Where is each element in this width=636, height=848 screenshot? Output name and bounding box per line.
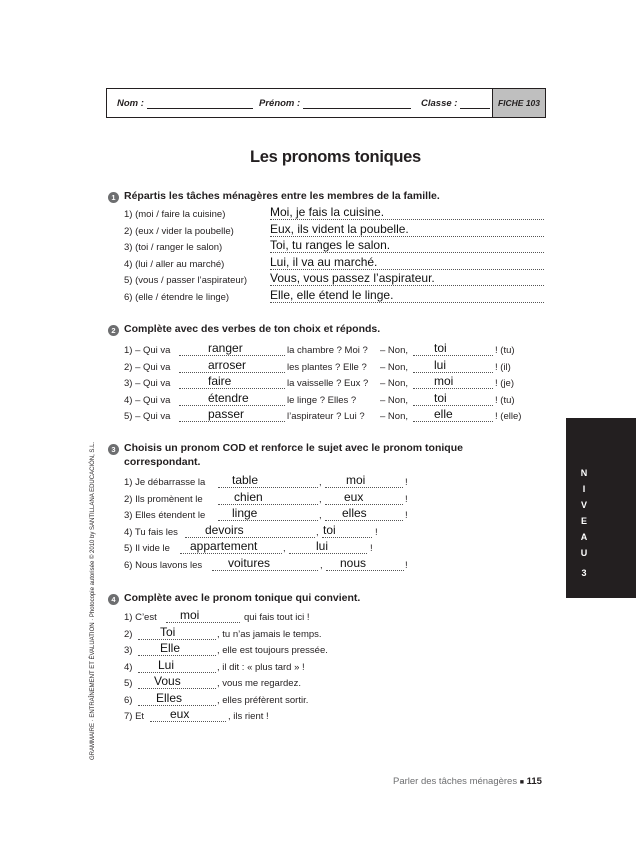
exercise-3-tonic-blank[interactable] [289, 553, 367, 554]
exercise-2-hint: ! (tu) [495, 394, 515, 406]
exercise-3-exclamation: ! [405, 477, 408, 488]
exercise-1-prompt: 2) (eux / vider la poubelle) [124, 225, 234, 237]
exercise-2-instruction: Complète avec des verbes de ton choix et réponds. [124, 323, 381, 335]
exercise-2-reply-start: – Non, [380, 345, 408, 356]
exercise-4-blank[interactable] [138, 688, 216, 689]
exercise-3-comma: , [283, 543, 286, 554]
exercise-2-verb-answer: passer [208, 407, 245, 421]
exercise-3-cod-blank[interactable] [218, 520, 318, 521]
exercise-4-blank[interactable] [166, 622, 240, 623]
niveau-letter: U [580, 548, 588, 558]
exercise-3-exclamation: ! [370, 543, 373, 554]
exercise-4-blank[interactable] [138, 655, 216, 656]
exercise-2-hint: ! (tu) [495, 345, 515, 356]
exercise-2-pronoun-answer: elle [434, 407, 453, 421]
exercise-3-comma: , [320, 559, 323, 571]
exercise-2-pronoun-blank[interactable] [413, 405, 493, 406]
exercise-2-reply-start: – Non, [380, 411, 408, 422]
exercise-3-prompt: 2) Ils promènent le [124, 493, 203, 505]
exercise-3-pronoun-answer: moi [346, 473, 366, 487]
nom-label: Nom : [117, 98, 144, 109]
exercise-4-prefix: 7) Et [124, 711, 145, 722]
exercise-1-answer: Elle, elle étend le linge. [270, 287, 394, 302]
exercise-4-answer: Elles [156, 690, 183, 705]
exercise-4-answer: Lui [158, 657, 175, 672]
exercise-3-tonic-blank[interactable] [325, 487, 403, 488]
exercise-3-exclamation: ! [405, 493, 408, 505]
exercise-4-suffix: , vous me regardez. [217, 678, 301, 689]
exercise-2-question-end: la chambre ? Moi ? [287, 345, 368, 356]
exercise-4-prefix: 2) [124, 628, 133, 640]
exercise-1-prompt: 4) (lui / aller au marché) [124, 258, 225, 270]
niveau-tab [566, 418, 636, 598]
exercise-2-pronoun-answer: moi [434, 374, 454, 388]
exercise-3-pronoun-answer: toi [323, 522, 336, 537]
exercise-1-prompt: 5) (vous / passer l’aspirateur) [124, 275, 248, 286]
exercise-2-question-start: 4) – Qui va [124, 394, 171, 406]
exercise-3-pronoun-answer: eux [344, 489, 364, 504]
exercise-3-noun-answer: linge [232, 506, 258, 520]
page-title: Les pronoms toniques [250, 148, 421, 166]
exercise-2-number: 2 [108, 325, 119, 336]
exercise-2-hint: ! (il) [495, 361, 511, 373]
exercise-2-question-end: les plantes ? Elle ? [287, 361, 367, 373]
exercise-3-noun-answer: voitures [228, 555, 271, 570]
exercise-1-prompt: 1) (moi / faire la cuisine) [124, 209, 226, 220]
exercise-3-cod-blank[interactable] [180, 553, 282, 554]
exercise-4-prefix: 4) [124, 661, 133, 673]
exercise-3-comma: , [319, 510, 322, 521]
exercise-2-verb-blank[interactable] [179, 388, 285, 389]
exercise-2-question-start: 1) – Qui va [124, 345, 171, 356]
fiche-number: FICHE 103 [492, 89, 545, 117]
exercise-2-pronoun-answer: toi [434, 341, 447, 355]
exercise-2-question-end: l’aspirateur ? Lui ? [287, 411, 365, 422]
exercise-3-tonic-blank[interactable] [322, 537, 372, 538]
exercise-2-verb-blank[interactable] [179, 405, 285, 406]
exercise-3-comma: , [319, 477, 322, 488]
exercise-3-prompt: 5) Il vide le [124, 543, 170, 554]
footer-text: Parler des tâches ménagères [393, 776, 518, 787]
exercise-1-answer: Moi, je fais la cuisine. [270, 205, 385, 219]
exercise-4-instruction: Complète avec le pronom tonique qui convient. [124, 592, 361, 604]
exercise-4-suffix: , il dit : « plus tard » ! [217, 661, 305, 673]
exercise-2-question-start: 3) – Qui va [124, 378, 171, 389]
exercise-1-instruction: Répartis les tâches ménagères entre les membres de la famille. [124, 190, 440, 202]
page-footer [393, 776, 542, 787]
exercise-2-question-end: la vaisselle ? Eux ? [287, 378, 369, 389]
exercise-4-blank[interactable] [138, 705, 216, 706]
nom-field[interactable] [117, 98, 253, 109]
exercise-2-verb-blank[interactable] [179, 355, 285, 356]
exercise-3-cod-blank[interactable] [218, 487, 318, 488]
exercise-4-suffix: qui fais tout ici ! [244, 612, 310, 623]
exercise-1-number: 1 [108, 192, 119, 203]
exercise-4-prefix: 1) C’est [124, 612, 157, 623]
exercise-3-prompt: 1) Je débarrasse la [124, 477, 206, 488]
classe-label: Classe : [421, 98, 458, 109]
exercise-3-cod-blank[interactable] [212, 570, 318, 571]
exercise-2-reply-start: – Non, [380, 361, 408, 373]
exercise-3-cod-blank[interactable] [185, 537, 315, 538]
niveau-letter: I [582, 484, 586, 494]
exercise-4-prefix: 6) [124, 694, 133, 706]
exercise-1-prompt: 6) (elle / étendre le linge) [124, 291, 230, 303]
exercise-3-pronoun-answer: elles [342, 506, 367, 520]
exercise-3-prompt: 6) Nous lavons les [124, 559, 203, 571]
exercise-4-answer: moi [180, 608, 200, 622]
exercise-4-answer: Toi [160, 624, 176, 639]
exercise-2-pronoun-answer: lui [434, 357, 447, 372]
exercise-2-reply-start: – Non, [380, 378, 408, 389]
exercise-2-verb-answer: faire [208, 374, 232, 388]
prenom-field[interactable] [259, 98, 411, 109]
exercise-4-suffix: , elles préfèrent sortir. [217, 694, 309, 706]
exercise-2-reply-start: – Non, [380, 394, 408, 406]
exercise-1-prompt: 3) (toi / ranger le salon) [124, 242, 223, 253]
exercise-3-exclamation: ! [375, 526, 378, 538]
exercise-2-pronoun-blank[interactable] [413, 421, 493, 422]
exercise-4-blank[interactable] [150, 721, 226, 722]
prenom-label: Prénom : [259, 98, 301, 109]
exercise-2-hint: ! (elle) [495, 411, 522, 422]
exercise-1-answer-line[interactable] [270, 219, 544, 220]
exercise-2-pronoun-answer: toi [434, 390, 447, 405]
exercise-3-number: 3 [108, 444, 119, 455]
niveau-letter: A [580, 532, 588, 542]
exercise-3-prompt: 4) Tu fais les [124, 526, 178, 538]
exercise-2-verb-blank[interactable] [179, 421, 285, 422]
exercise-3-instruction-line1: Choisis un pronom COD et renforce le sujet avec le pronom tonique [124, 442, 463, 454]
exercise-1-answer-line[interactable] [270, 252, 544, 253]
exercise-3-prompt: 3) Elles étendent le [124, 510, 206, 521]
exercise-4-suffix: , ils rient ! [228, 711, 269, 722]
exercise-3-pronoun-answer: nous [340, 555, 367, 570]
exercise-1-answer-line[interactable] [270, 269, 544, 270]
exercise-4-answer: Elle [160, 641, 181, 655]
exercise-1-answer: Toi, tu ranges le salon. [270, 238, 391, 252]
exercise-2-pronoun-blank[interactable] [413, 388, 493, 389]
exercise-2-pronoun-blank[interactable] [413, 372, 493, 373]
exercise-1-answer-line[interactable] [270, 302, 544, 303]
footer-bullet: ■ [519, 779, 524, 786]
niveau-letter: E [580, 516, 587, 526]
exercise-2-verb-blank[interactable] [179, 372, 285, 373]
exercise-2-hint: ! (je) [495, 378, 514, 389]
exercise-3-exclamation: ! [405, 510, 408, 521]
exercise-4-number: 4 [108, 594, 119, 605]
exercise-4-suffix: , elle est toujours pressée. [217, 645, 328, 656]
exercise-1-answer: Eux, ils vident la poubelle. [270, 221, 409, 236]
exercise-1-answer: Lui, il va au marché. [270, 254, 378, 269]
exercise-2-question-end: le linge ? Elles ? [287, 394, 357, 406]
exercise-3-tonic-blank[interactable] [325, 504, 403, 505]
classe-field[interactable] [421, 98, 490, 109]
page-number: 115 [526, 776, 542, 787]
exercise-4-suffix: , tu n’as jamais le temps. [217, 628, 322, 640]
exercise-1-answer-line[interactable] [270, 285, 544, 286]
exercise-4-answer: Vous [154, 674, 181, 688]
exercise-3-pronoun-answer: lui [316, 539, 329, 553]
exercise-2-pronoun-blank[interactable] [413, 355, 493, 356]
exercise-3-instruction-line2: correspondant. [124, 456, 201, 468]
exercise-2-question-start: 2) – Qui va [124, 361, 171, 373]
exercise-3-noun-answer: appartement [190, 539, 258, 553]
niveau-letter: N [580, 468, 588, 478]
exercise-3-noun-answer: devoirs [205, 522, 244, 537]
exercise-4-blank[interactable] [138, 639, 216, 640]
exercise-3-tonic-blank[interactable] [325, 520, 403, 521]
exercise-4-prefix: 5) [124, 678, 133, 689]
exercise-4-blank[interactable] [138, 672, 216, 673]
exercise-3-comma: , [319, 493, 322, 505]
copyright-notice: GRAMMAIRE · ENTRAÎNEMENT ET ÉVALUATION · Photocopie autorisée © 2010 by SANTILLANA EDUCACIÓN, S.L. [90, 441, 96, 760]
exercise-2-verb-answer: étendre [208, 390, 249, 405]
exercise-2-question-start: 5) – Qui va [124, 411, 171, 422]
exercise-4-answer: eux [170, 707, 190, 721]
exercise-3-noun-answer: chien [234, 489, 263, 504]
niveau-letter: V [580, 500, 587, 510]
exercise-1-answer: Vous, vous passez l’aspirateur. [270, 271, 435, 285]
exercise-3-comma: , [316, 526, 319, 538]
exercise-2-verb-answer: arroser [208, 357, 247, 372]
niveau-level: 3 [581, 568, 587, 578]
exercise-1-answer-line[interactable] [270, 236, 544, 237]
exercise-3-tonic-blank[interactable] [326, 570, 404, 571]
exercise-2-verb-answer: ranger [208, 341, 243, 355]
exercise-3-exclamation: ! [405, 559, 408, 571]
exercise-3-noun-answer: table [232, 473, 259, 487]
header-box [106, 88, 546, 118]
exercise-3-cod-blank[interactable] [218, 504, 318, 505]
exercise-4-prefix: 3) [124, 645, 133, 656]
